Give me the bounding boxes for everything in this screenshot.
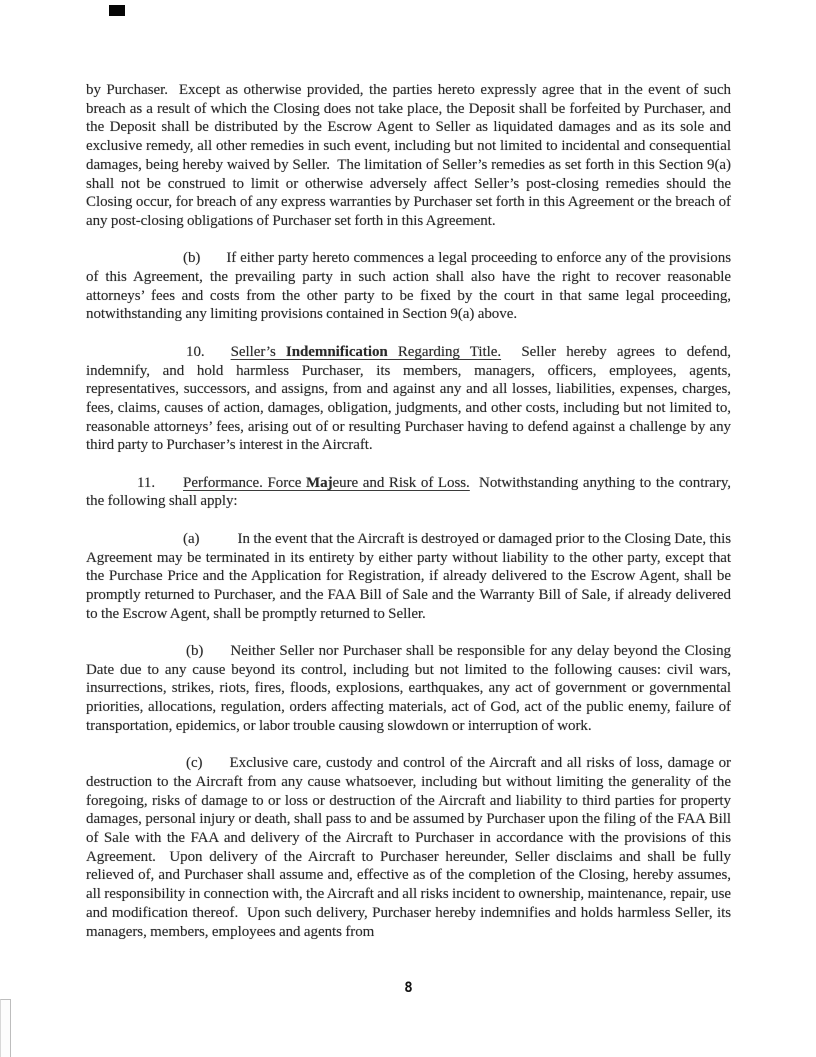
paragraph-section-9b [86, 249, 731, 324]
paragraph-section-11a [86, 530, 731, 624]
text-run: If either party hereto commences a legal proceeding to enforce any of the provisions of this Agreement, the prevailing party in such action shall also have the right to recover reasonable attorneys’ fees and costs from the other party to be fixed by the court in that same legal proceeding, notwithstanding any limiting provisions contained in Section 9(a) above. [86, 250, 731, 323]
heading-run: eure and Risk of Loss. [332, 474, 470, 491]
heading-run: Regarding Title. [387, 343, 502, 360]
text-run: (b) [186, 643, 204, 660]
heading-run: Indemnification [285, 343, 388, 360]
text-run: Notwithstanding anything to the contrary, the following shall apply: [86, 474, 731, 510]
text-run: Seller hereby agrees to defend, indemnify, and hold harmless Purchaser, its members, managers, officers, employees, agents, representatives, successors, and assigns, from and against any and all losses, liabilities, expenses, charges, fees, claims, causes of action, damages, obligation, judgments, and other costs, including but not limited to, reasonable attorneys’ fees, arising out of or resulting Purchaser having to defend against a challenge by any third party to Purchaser’s interest in the Aircraft. [86, 343, 731, 454]
paragraph-section-9a-continuation [86, 81, 731, 231]
text-run: Exclusive care, custody and control of the Aircraft and all risks of loss, damage or destruction to the Aircraft from any cause whatsoever, including but without limiting the generality of the foregoing, risks of damage to or loss or destruction of the Aircraft and liability to third parties for property damages, personal injury or death, shall pass to and be assumed by Purchaser upon the filing of the FAA Bill of Sale with the FAA and delivery of the Aircraft to Purchaser in accordance with the provisions of this Agreement. Upon delivery of the Aircraft to Purchaser hereunder, Seller disclaims and shall be fully relieved of, and Purchaser shall assume and, effective as of the completion of the Closing, hereby assumes, all responsibility in connection with, the Aircraft and all risks incident to ownership, maintenance, repair, use and modification thereof. Upon such delivery, Purchaser hereby indemnifies and holds harmless Seller, its managers, members, employees and agents from [86, 755, 731, 940]
scan-artifact-edge-icon [0, 999, 11, 1057]
paragraph-section-11 [86, 474, 731, 511]
contract-body-text [86, 81, 731, 941]
text-run: (b) [183, 250, 201, 267]
paragraph-section-11c [86, 754, 731, 941]
text-run: (c) [186, 755, 203, 772]
text-run: Neither Seller nor Purchaser shall be responsible for any delay beyond the Closing Date due to any cause beyond its control, including but not limited to the following causes: civil wars, insurrections, strikes, riots, fires, floods, explosions, earthquakes, any act of government or governmental priorities, allocations, regulation, orders affecting materials, act of God, act of the public enemy, failure of transportation, epidemics, or labor trouble causing slowdown or interruption of work. [86, 643, 731, 734]
text-run: 11. [137, 474, 156, 491]
heading-run: Seller’s [230, 343, 286, 360]
heading-run: Performance. Force [183, 474, 307, 491]
scan-artifact-mark-icon [109, 5, 125, 16]
text-run: (a) [183, 530, 200, 547]
text-run: 10. [186, 343, 205, 360]
paragraph-section-11b [86, 642, 731, 736]
heading-run: Maj [306, 474, 333, 491]
page-number: 8 [404, 980, 413, 996]
text-run: by Purchaser. Except as otherwise provided, the parties hereto expressly agree that in the event of such breach as a result of which the Closing does not take place, the Deposit shall be forfeited by Purchaser, and the Deposit shall be distributed by the Escrow Agent to Seller as liquidated damages and as its sole and exclusive remedy, all other remedies in such event, including but not limited to incidental and consequential damages, being hereby waived by Seller. The limitation of Seller’s remedies as set forth in this Section 9(a) shall not be construed to limit or otherwise adversely affect Seller’s post-closing remedies should the Closing occur, for breach of any express warranties by Purchaser set forth in this Agreement or the breach of any post-closing obligations of Purchaser set forth in this Agreement. [86, 82, 731, 229]
paragraph-section-10 [86, 343, 731, 455]
text-run: In the event that the Aircraft is destroyed or damaged prior to the Closing Date, this Agreement may be terminated in its entirety by either party without liability to the other party, except that the Purchase Price and the Application for Registration, if already delivered to the Escrow Agent, shall be promptly returned to Purchaser, and the FAA Bill of Sale and the Warranty Bill of Sale, if already delivered to the Escrow Agent, shall be promptly returned to Seller. [86, 530, 731, 622]
